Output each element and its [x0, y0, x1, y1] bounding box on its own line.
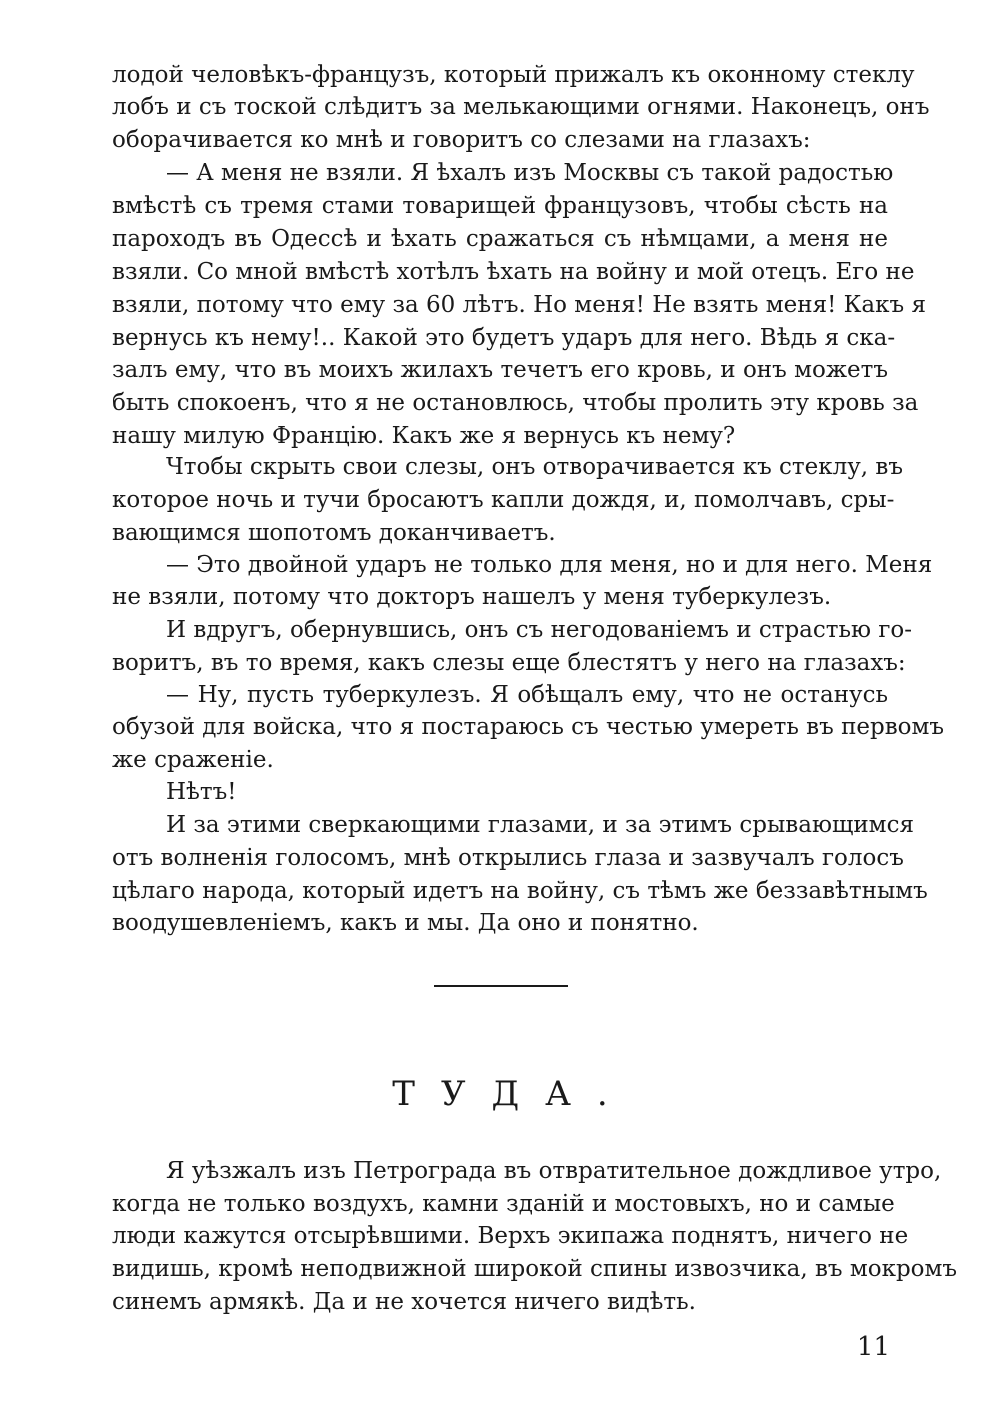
- text-line: оборачивается ко мнѣ и говоритъ со слезами на глазахъ:: [112, 127, 811, 153]
- text-line: нашу милую Францію. Какъ же я вернусь къ нему?: [112, 423, 736, 449]
- text-line: вающимся шопотомъ доканчиваетъ.: [112, 520, 556, 546]
- text-line: люди кажутся отсырѣвшими. Верхъ экипажа поднятъ, ничего не: [112, 1223, 909, 1249]
- text-line: И вдругъ, обернувшись, онъ съ негодованіемъ и страстью го-: [166, 617, 913, 643]
- text-line: видишь, кромѣ неподвижной широкой спины извозчика, въ мокромъ: [112, 1256, 958, 1282]
- text-line: быть спокоенъ, что я не остановлюсь, чтобы пролить эту кровь за: [112, 390, 919, 416]
- text-line: взяли, потому что ему за 60 лѣтъ. Но меня! Не взять меня! Какъ я: [112, 292, 926, 318]
- text-line: пароходъ въ Одессѣ и ѣхать сражаться съ нѣмцами, а меня не: [112, 226, 888, 252]
- text-line: отъ волненія голосомъ, мнѣ открылись глаза и зазвучалъ голосъ: [112, 845, 904, 871]
- text-line: воритъ, въ то время, какъ слезы еще блестятъ у него на глазахъ:: [112, 650, 906, 676]
- text-line: залъ ему, что въ моихъ жилахъ течетъ его кровь, и онъ можетъ: [112, 357, 888, 383]
- text-line: воодушевленіемъ, какъ и мы. Да оно и понятно.: [112, 910, 699, 936]
- text-line: Чтобы скрыть свои слезы, онъ отворачивается къ стеклу, въ: [166, 454, 903, 480]
- text-line: — Ну, пусть туберкулезъ. Я обѣщалъ ему, что не останусь: [166, 682, 888, 708]
- text-line: вернусь къ нему!.. Какой это будетъ ударъ для него. Вѣдь я ска-: [112, 325, 896, 351]
- text-line: цѣлаго народа, который идетъ на войну, съ тѣмъ же беззавѣтнымъ: [112, 878, 928, 904]
- text-line: обузой для войска, что я постараюсь съ честью умереть въ первомъ: [112, 714, 945, 740]
- text-line: — Это двойной ударъ не только для меня, но и для него. Меня: [166, 552, 933, 578]
- text-line: лодой человѣкъ-французъ, который прижалъ къ оконному стеклу: [112, 62, 915, 88]
- section-divider: [434, 985, 568, 987]
- text-line: вмѣстѣ съ тремя стами товарищей французовъ, чтобы сѣсть на: [112, 193, 888, 219]
- chapter-title: ТУДА.: [392, 1074, 634, 1114]
- text-line: Я уѣзжалъ изъ Петрограда въ отвратительное дождливое утро,: [166, 1158, 942, 1184]
- page-number: 11: [856, 1332, 890, 1362]
- text-line: Нѣтъ!: [166, 779, 237, 805]
- text-line: же сраженіе.: [112, 747, 274, 773]
- text-line: — А меня не взяли. Я ѣхалъ изъ Москвы съ такой радостью: [166, 160, 894, 186]
- text-line: когда не только воздухъ, камни зданій и мостовыхъ, но и самые: [112, 1191, 895, 1217]
- text-line: не взяли, потому что докторъ нашелъ у меня туберкулезъ.: [112, 584, 832, 610]
- text-line: лобъ и съ тоской слѣдитъ за мелькающими огнями. Наконецъ, онъ: [112, 94, 930, 120]
- text-line: которое ночь и тучи бросаютъ капли дождя, и, помолчавъ, сры-: [112, 487, 895, 513]
- text-line: синемъ армякѣ. Да и не хочется ничего видѣть.: [112, 1289, 696, 1315]
- text-line: И за этими сверкающими глазами, и за этимъ срывающимся: [166, 812, 914, 838]
- text-line: взяли. Со мной вмѣстѣ хотѣлъ ѣхать на войну и мой отецъ. Его не: [112, 259, 915, 285]
